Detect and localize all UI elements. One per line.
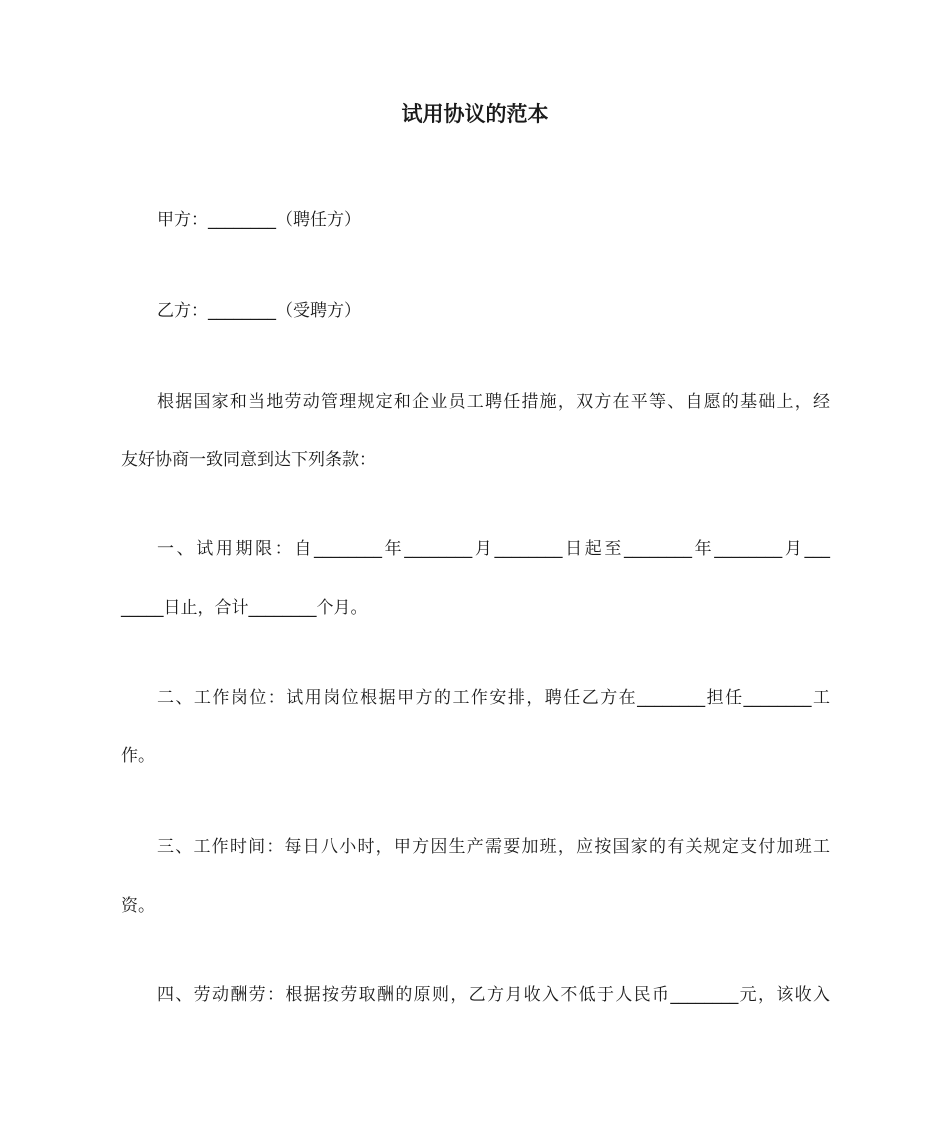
clause-4-line-1: 四、劳动酬劳：根据按劳取酬的原则，乙方月收入不低于人民币________元，该收入 <box>157 985 830 1005</box>
party-a-line: 甲方：________（聘任方） <box>157 210 361 230</box>
preamble-line-2: 友好协商一致同意到达下列条款： <box>121 450 376 470</box>
clause-1-line-1: 一、试用期限：自________年________月________日起至________年________月___ <box>157 539 830 559</box>
preamble-line-1: 根据国家和当地劳动管理规定和企业员工聘任措施，双方在平等、自愿的基础上，经 <box>157 392 830 412</box>
clause-2-line-2: 作。 <box>121 746 155 766</box>
clause-3-line-2: 资。 <box>121 896 155 916</box>
clause-2-line-1: 二、工作岗位：试用岗位根据甲方的工作安排，聘任乙方在________担任________工 <box>157 688 830 708</box>
document-title: 试用协议的范本 <box>401 102 549 126</box>
clause-3-line-1: 三、工作时间：每日八小时，甲方因生产需要加班，应按国家的有关规定支付加班工 <box>157 837 830 857</box>
party-b-line: 乙方：________（受聘方） <box>157 301 361 321</box>
clause-1-line-2: _____日止，合计________个月。 <box>121 598 368 618</box>
